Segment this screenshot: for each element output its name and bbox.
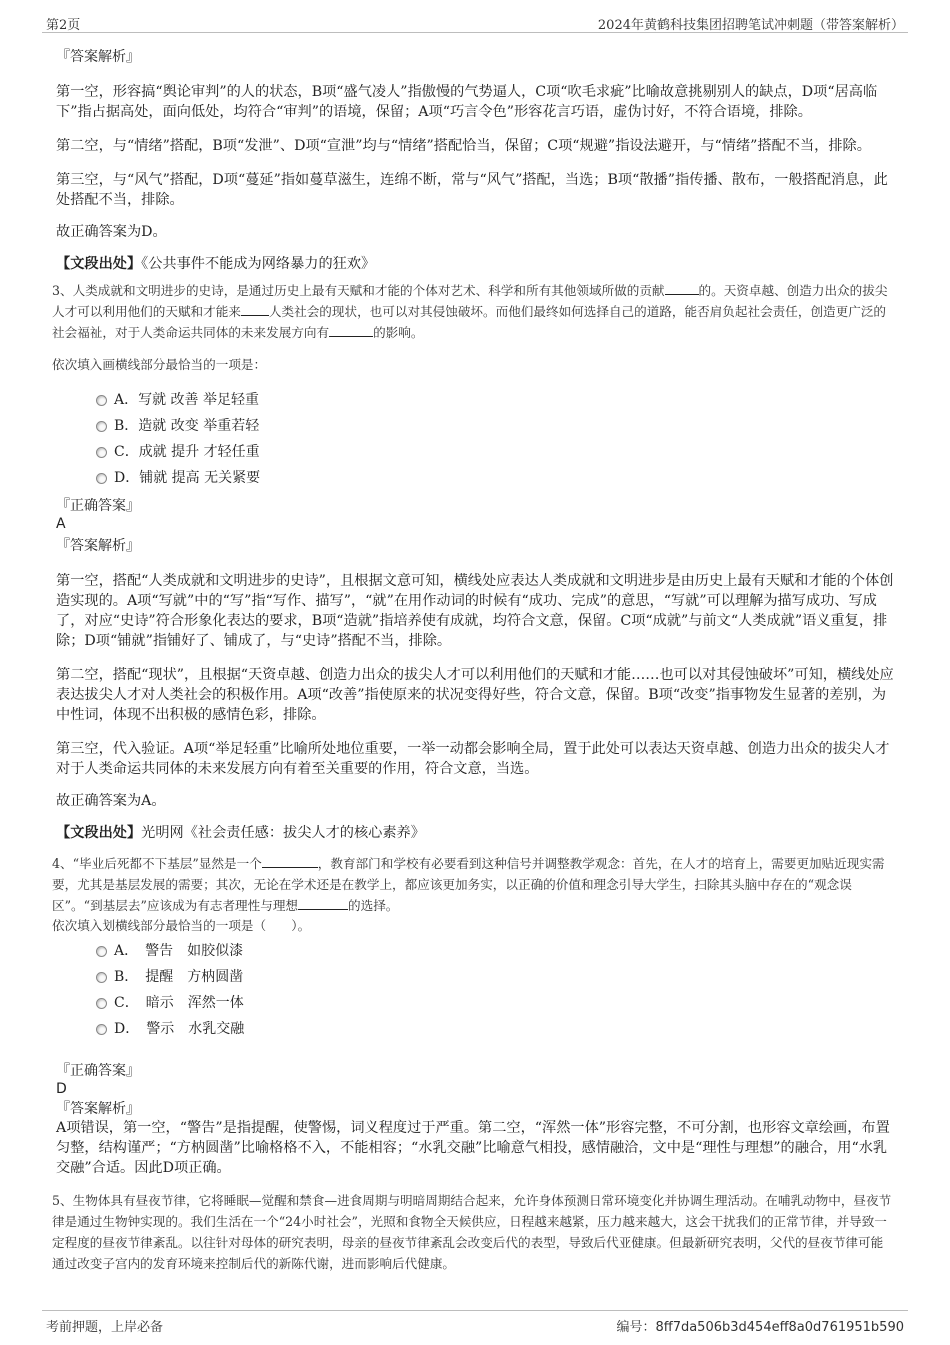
source-line	[56, 823, 894, 843]
radio-button[interactable]	[96, 1024, 107, 1035]
source-line	[56, 254, 894, 274]
question-4-hint: 依次填入划横线部分最恰当的一项是（ ）。	[52, 918, 311, 933]
blank	[262, 855, 318, 868]
analysis-paragraph: 第二空，与“情绪”搭配，B项“发泄”、D项“宣泄”均与“情绪”搭配恰当，保留；C项“规避”指设法避开，与“情绪”搭配不当，排除。	[56, 138, 871, 154]
source-text: 光明网《社会责任感：拔尖人才的核心素养》	[141, 825, 425, 841]
radio-button[interactable]	[96, 998, 107, 1009]
blank	[665, 282, 699, 295]
correct-answer: A	[56, 516, 66, 532]
analysis-paragraph: 第三空，与“风气”搭配，D项“蔓延”指如蔓草滋生，连绵不断，常与“风气”搭配，当选；B项“散播”指传播、散布，一般搭配消息，此处搭配不当，排除。	[56, 172, 888, 208]
option-c[interactable]: C． 暗示 浑然一体	[56, 990, 894, 1016]
question-4-options	[56, 938, 894, 1042]
option-a[interactable]: A．写就 改善 举足轻重	[56, 387, 894, 413]
analysis-conclusion: 故正确答案为A。	[56, 793, 166, 809]
blank	[329, 324, 373, 337]
document-title: 2024年黄鹤科技集团招聘笔试冲刺题（带答案解析）	[597, 18, 904, 33]
option-c[interactable]: C．成就 提升 才轻任重	[56, 439, 894, 465]
analysis-paragraph: 第二空，搭配“现状”，且根据“天资卓越、创造力出众的拔尖人才可以利用他们的天赋和才能……也可以对其侵蚀破坏”可知，横线处应表达拔尖人才对人类社会的积极作用。A项“改善”指使原来的状况变得好些，符合文意，保留。B项“改变”指事物发生显著的差别，为中性词，体现不出积极的感情色彩，排除。	[56, 667, 894, 723]
page-header	[42, 12, 908, 33]
analysis-paragraph: 第一空，形容搞“舆论审判”的人的状态，B项“盛气凌人”指傲慢的气势逼人，C项“吹毛求疵”比喻故意挑剔别人的缺点，D项“居高临下”指占据高处，面向低处，均符合“审判”的语境，保留；A项“巧言令色”形容花言巧语，虚伪讨好，不符合语境，排除。	[56, 84, 878, 120]
radio-button[interactable]	[96, 972, 107, 983]
analysis-label: 『答案解析』	[56, 1101, 140, 1117]
blank	[241, 303, 269, 316]
analysis-conclusion: 故正确答案为D。	[56, 224, 167, 240]
option-a[interactable]: A． 警告 如胶似漆	[56, 938, 894, 964]
question-3-options	[56, 387, 894, 491]
option-b[interactable]: B．造就 改变 举重若轻	[56, 413, 894, 439]
page-number: 第2页	[46, 18, 81, 33]
analysis-paragraph: 第三空，代入验证。A项“举足轻重”比喻所处地位重要，一举一动都会影响全局，置于此处可以表达天资卓越、创造力出众的拔尖人才对于人类命运共同体的未来发展方向有着至关重要的作用，符合文意，当选。	[56, 741, 890, 777]
correct-answer-label: 『正确答案』	[56, 1063, 140, 1079]
document-code: 编号：8ff7da506b3d454eff8a0d761951b590	[616, 1320, 904, 1335]
correct-answer-label: 『正确答案』	[56, 498, 140, 514]
option-d[interactable]: D．铺就 提高 无关紧要	[56, 465, 894, 491]
source-label: 【文段出处】	[56, 256, 142, 272]
question-5-stem: 5、生物体具有昼夜节律，它将睡眠—觉醒和禁食—进食周期与明暗周期结合起来，允许身体预测日常环境变化并协调生理活动。在哺乳动物中，昼夜节律是通过生物钟实现的。我们生活在一个“24小时社会”，光照和食物全天候供应，日程越来越紧，压力越来越大，这会干扰我们的正常节律，并导致一定程度的昼夜节律紊乱。以往针对母体的研究表明，母亲的昼夜节律紊乱会改变后代的表型，导致后代亚健康。但最新研究表明，父代的昼夜节律可能通过改变子宫内的发育环境来控制后代的新陈代谢，进而影响后代健康。	[52, 1193, 892, 1271]
radio-button[interactable]	[96, 946, 107, 957]
blank	[298, 897, 348, 910]
question-3-stem: 3、人类成就和文明进步的史诗，是通过历史上最有天赋和才能的个体对艺术、科学和所有其他领域所做的贡献 的。天资卓越、创造力出众的拔尖人才可以利用他们的天赋和才能来 人类社会的现状，也可以对其侵蚀破坏。而他们最终如何选择自己的道路，能否肩负起社会责任，创造更广泛的社会福祉，对于人类命运共同体的未来发展方向有 的影响。	[52, 283, 888, 340]
source-label: 【文段出处】	[56, 825, 142, 841]
question-4-stem: 4、“毕业后死都不下基层”显然是一个 ，教育部门和学校有必要看到这种信号并调整教学观念：首先，在人才的培育上，需要更加贴近现实需要，尤其是基层发展的需要；其次，无论在学术还是在教学上，都应该更加务实，以正确的价值和理念引导大学生，扫除其头脑中存在的“观念误区”。“到基层去”应该成为有志者理性与理想 的选择。	[52, 856, 885, 913]
analysis-label: 『答案解析』	[56, 49, 140, 65]
option-d[interactable]: D． 警示 水乳交融	[56, 1016, 894, 1042]
correct-answer: D	[56, 1081, 67, 1097]
footer-slogan: 考前押题，上岸必备	[46, 1320, 164, 1335]
radio-button[interactable]	[96, 421, 107, 432]
question-3-hint: 依次填入画横线部分最恰当的一项是：	[52, 357, 267, 372]
radio-button[interactable]	[96, 447, 107, 458]
page-content	[52, 44, 894, 1274]
source-text: 《公共事件不能成为网络暴力的狂欢》	[141, 256, 376, 272]
analysis-label: 『答案解析』	[56, 538, 140, 554]
page-footer	[42, 1310, 908, 1335]
radio-button[interactable]	[96, 473, 107, 484]
analysis-paragraph: A项错误，第一空，“警告”是指提醒，使警惕，词义程度过于严重。第二空，“浑然一体”形容完整，不可分割，也形容文章绘画，布置匀整，结构谨严；“方枘圆凿”比喻格格不入，不能相容；“水乳交融”比喻意气相投，感情融洽，文中是“理性与理想”的融合，用“水乳交融”合适。因此D项正确。	[56, 1120, 890, 1176]
analysis-paragraph: 第一空，搭配“人类成就和文明进步的史诗”，且根据文意可知，横线处应表达人类成就和文明进步是由历史上最有天赋和才能的个体创造实现的。A项“写就”中的“写”指“写作、描写”，“就”在用作动词的时候有“成功、完成”的意思，“写就”可以理解为描写成功、写成了，对应“史诗”符合形象化表达的要求，B项“造就”指培养使有成就，均符合文意，保留。C项“成就”与前文“人类成就”语义重复，排除；D项“铺就”指铺好了、铺成了，与“史诗”搭配不当，排除。	[56, 573, 894, 649]
radio-button[interactable]	[96, 395, 107, 406]
option-b[interactable]: B． 提醒 方枘圆凿	[56, 964, 894, 990]
